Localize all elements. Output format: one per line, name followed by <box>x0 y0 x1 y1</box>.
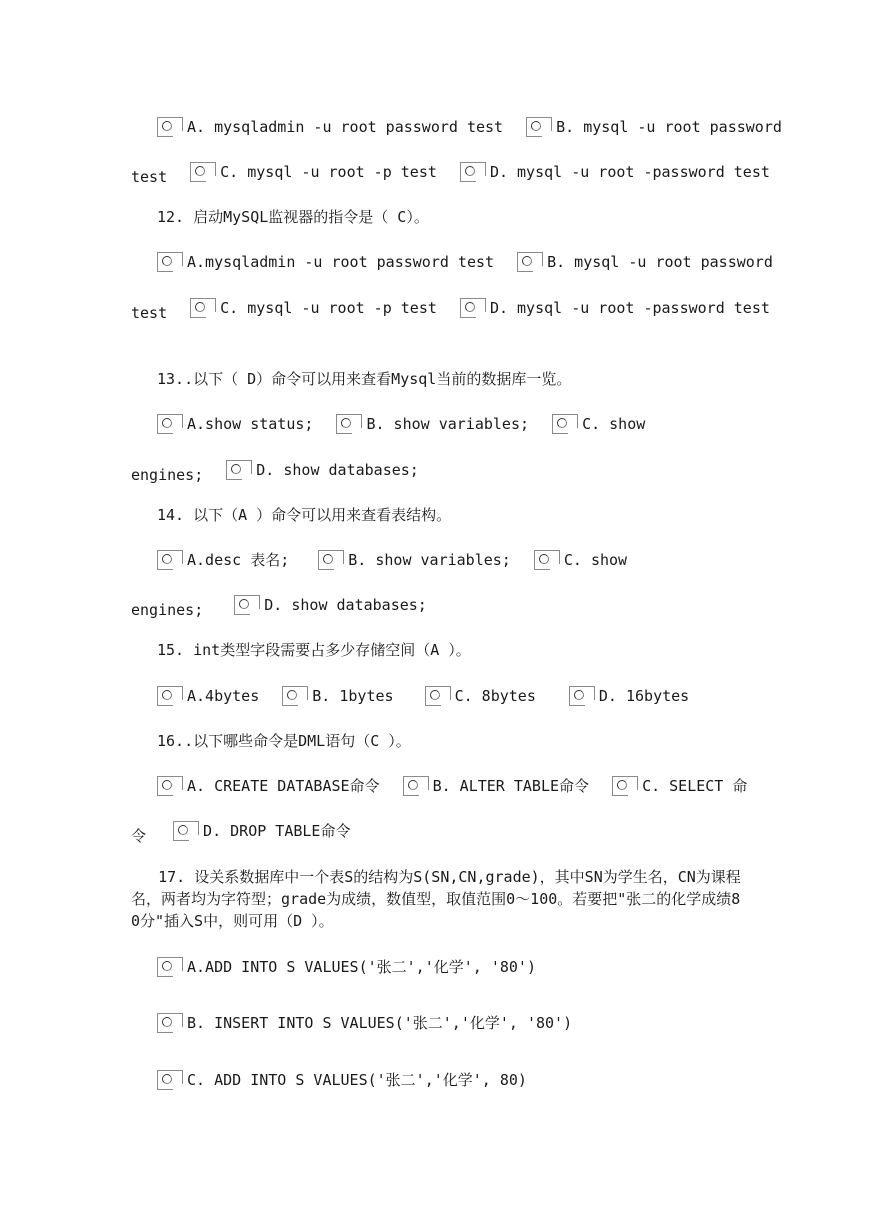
radio-icon[interactable] <box>157 776 183 796</box>
radio-icon[interactable] <box>157 686 183 706</box>
radio-icon[interactable] <box>526 117 552 137</box>
radio-icon[interactable] <box>157 550 183 570</box>
radio-icon[interactable] <box>534 550 560 570</box>
q16-title: 16..以下哪些命令是DML语句（C ）。 <box>157 732 411 750</box>
radio-icon[interactable] <box>234 595 260 615</box>
q14-option-d[interactable]: D. show databases; <box>234 595 427 615</box>
q11-options-row2: test C. mysql -u root -p test D. mysql -u root -password test <box>131 163 770 186</box>
q16-option-b[interactable]: B. ALTER TABLE命令 <box>403 776 589 796</box>
q15-option-d[interactable]: D. 16bytes <box>569 686 689 706</box>
q17-stem: 17. 设关系数据库中一个表S的结构为S(SN,CN,grade)，其中SN为学生名，CN为课程名，两者均为字符型；grade为成绩，数值型，取值范围0～100。若要把"张二的化学成绩80分"插入S中，则可用（D ）。 <box>131 868 741 930</box>
q16-option-a[interactable]: A. CREATE DATABASE命令 <box>157 776 380 796</box>
q15-option-c[interactable]: C. 8bytes <box>425 686 536 706</box>
q13-option-d[interactable]: D. show databases; <box>226 460 419 480</box>
radio-icon[interactable] <box>460 162 486 182</box>
q15-option-a[interactable]: A.4bytes <box>157 686 259 706</box>
radio-icon[interactable] <box>190 298 216 318</box>
q14-title: 14. 以下（A ）命令可以用来查看表结构。 <box>157 506 452 524</box>
radio-icon[interactable] <box>190 162 216 182</box>
q16-options-row1 <box>157 776 747 801</box>
q11-options-row1 <box>157 117 782 142</box>
q12-title: 12. 启动MySQL监视器的指令是（ C）。 <box>157 208 429 226</box>
q13-options-row2: engines; D. show databases; <box>131 461 419 484</box>
q14-options-row2: engines; D. show databases; <box>131 596 427 619</box>
q15-option-b[interactable]: B. 1bytes <box>282 686 393 706</box>
q17-option-c[interactable]: C. ADD INTO S VALUES('张二','化学', 80) <box>157 1070 527 1095</box>
radio-icon[interactable] <box>552 414 578 434</box>
q17-option-a[interactable]: A.ADD INTO S VALUES('张二','化学', '80') <box>157 957 536 982</box>
q15-options-row <box>157 686 689 711</box>
q14-option-a[interactable]: A.desc 表名; <box>157 550 289 570</box>
q15-title: 15. int类型字段需要占多少存储空间（A ）。 <box>157 641 471 659</box>
q17-option-b[interactable]: B. INSERT INTO S VALUES('张二','化学', '80') <box>157 1013 572 1038</box>
q16-options-row2: 令 D. DROP TABLE命令 <box>131 822 351 845</box>
q11-option-d[interactable]: D. mysql -u root -password test <box>460 162 770 182</box>
q12-options-row1 <box>157 252 773 277</box>
q13-option-a[interactable]: A.show status; <box>157 414 313 434</box>
radio-icon[interactable] <box>612 776 638 796</box>
q14-option-b[interactable]: B. show variables; <box>318 550 511 570</box>
q13-options-row1 <box>157 414 645 439</box>
radio-icon[interactable] <box>282 686 308 706</box>
radio-icon[interactable] <box>318 550 344 570</box>
q12-option-a[interactable]: A.mysqladmin -u root password test <box>157 252 494 272</box>
q14-options-row1 <box>157 550 627 575</box>
radio-icon[interactable] <box>157 252 183 272</box>
q11-option-b[interactable]: B. mysql -u root password <box>526 117 782 137</box>
radio-icon[interactable] <box>569 686 595 706</box>
radio-icon[interactable] <box>173 821 199 841</box>
q12-options-row2: test C. mysql -u root -p test D. mysql -u root -password test <box>131 299 770 322</box>
q12-option-b[interactable]: B. mysql -u root password <box>517 252 773 272</box>
radio-icon[interactable] <box>460 298 486 318</box>
q11-option-a[interactable]: A. mysqladmin -u root password test <box>157 117 503 137</box>
q13-title: 13..以下（ D）命令可以用来查看Mysql当前的数据库一览。 <box>157 370 572 388</box>
radio-icon[interactable] <box>425 686 451 706</box>
q16-option-d[interactable]: D. DROP TABLE命令 <box>173 821 350 841</box>
radio-icon[interactable] <box>157 414 183 434</box>
q14-option-c[interactable]: C. show <box>534 550 627 570</box>
radio-icon[interactable] <box>157 117 183 137</box>
radio-icon[interactable] <box>226 460 252 480</box>
q13-option-b[interactable]: B. show variables; <box>336 414 529 434</box>
radio-icon[interactable] <box>157 1070 183 1090</box>
radio-icon[interactable] <box>157 957 183 977</box>
radio-icon[interactable] <box>336 414 362 434</box>
q11-option-c[interactable]: C. mysql -u root -p test <box>190 162 437 182</box>
q16-option-c[interactable]: C. SELECT 命 <box>612 776 747 796</box>
q13-option-c[interactable]: C. show <box>552 414 645 434</box>
radio-icon[interactable] <box>403 776 429 796</box>
q12-option-d[interactable]: D. mysql -u root -password test <box>460 298 770 318</box>
q12-option-c[interactable]: C. mysql -u root -p test <box>190 298 437 318</box>
radio-icon[interactable] <box>157 1013 183 1033</box>
radio-icon[interactable] <box>517 252 543 272</box>
